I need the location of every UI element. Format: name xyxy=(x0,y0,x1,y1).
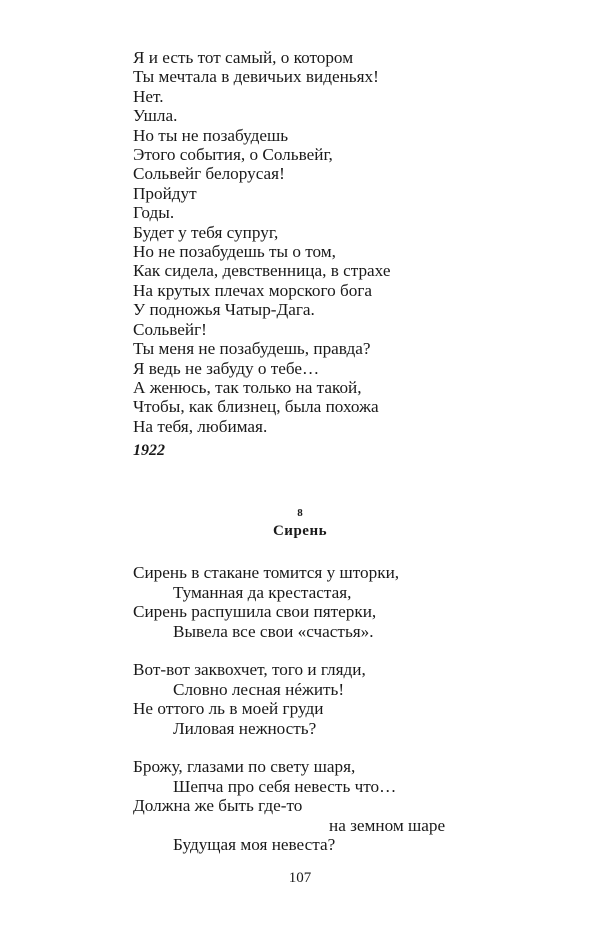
poem-continuation xyxy=(133,48,390,436)
poem-line: Брожу, глазами по свету шаря, xyxy=(133,757,356,776)
poem-line: Не оттого ль в моей груди xyxy=(133,699,324,719)
poem-line: Будущая моя невеста? xyxy=(173,835,336,855)
stanza-1 xyxy=(133,563,399,641)
poem-line: Сирень распушила свои пятерки, xyxy=(133,602,377,622)
poem-line: Сольвейг! xyxy=(133,319,207,339)
stanza-3 xyxy=(133,757,445,855)
section-number: 8 xyxy=(297,507,303,519)
poem-line: Ушла. xyxy=(133,106,178,126)
poem-line: Я и есть тот самый, о котором xyxy=(133,48,354,67)
poem-line: Чтобы, как близнец, была похожа xyxy=(133,397,379,417)
poem-line: На крутых плечах морского бога xyxy=(133,280,373,300)
poem-line: На тебя, любимая. xyxy=(133,416,268,436)
poem-line: Словно лесная нéжить! xyxy=(173,679,345,699)
poem-line: Нет. xyxy=(133,86,164,106)
poem-line: Лиловая нежность? xyxy=(173,718,317,738)
poem-line: Я ведь не забуду о тебе… xyxy=(133,358,320,378)
poem-line: Годы. xyxy=(133,203,175,223)
poem-line: Сольвейг белорусая! xyxy=(133,164,285,184)
poem-line: Туманная да крестастая, xyxy=(173,582,352,602)
poem-line: Вот-вот заквохчет, того и гляди, xyxy=(133,660,366,679)
stanza-2 xyxy=(133,660,366,738)
poem-line: Пройдут xyxy=(133,183,197,203)
poem-line: на земном шаре xyxy=(329,815,446,835)
poem-line: Ты меня не позабудешь, правда? xyxy=(133,339,371,359)
poem-line: Должна же быть где-то xyxy=(133,796,303,816)
poem-line: Как сидела, девственница, в страхе xyxy=(133,261,391,281)
poem-line: Этого события, о Сольвейг, xyxy=(133,145,333,165)
poem-line: Сирень в стакане томится у шторки, xyxy=(133,563,400,582)
poem-line: Будет у тебя супруг, xyxy=(133,222,279,242)
poem-line: А женюсь, так только на такой, xyxy=(133,377,362,397)
poem-date: 1922 xyxy=(133,442,165,459)
poem-line: Шепча про себя невесть что… xyxy=(173,776,397,796)
poem-line: Но ты не позабудешь xyxy=(133,125,289,145)
page-number: 107 xyxy=(288,870,312,886)
poem-line: Ты мечтала в девичьих виденьях! xyxy=(133,67,379,87)
poem-line: Вывела все свои «счастья». xyxy=(173,621,374,641)
poem-title: Сирень xyxy=(272,523,328,539)
poem-line: Но не позабудешь ты о том, xyxy=(133,242,336,262)
poem-line: У подножья Чатыр-Дага. xyxy=(133,300,315,320)
